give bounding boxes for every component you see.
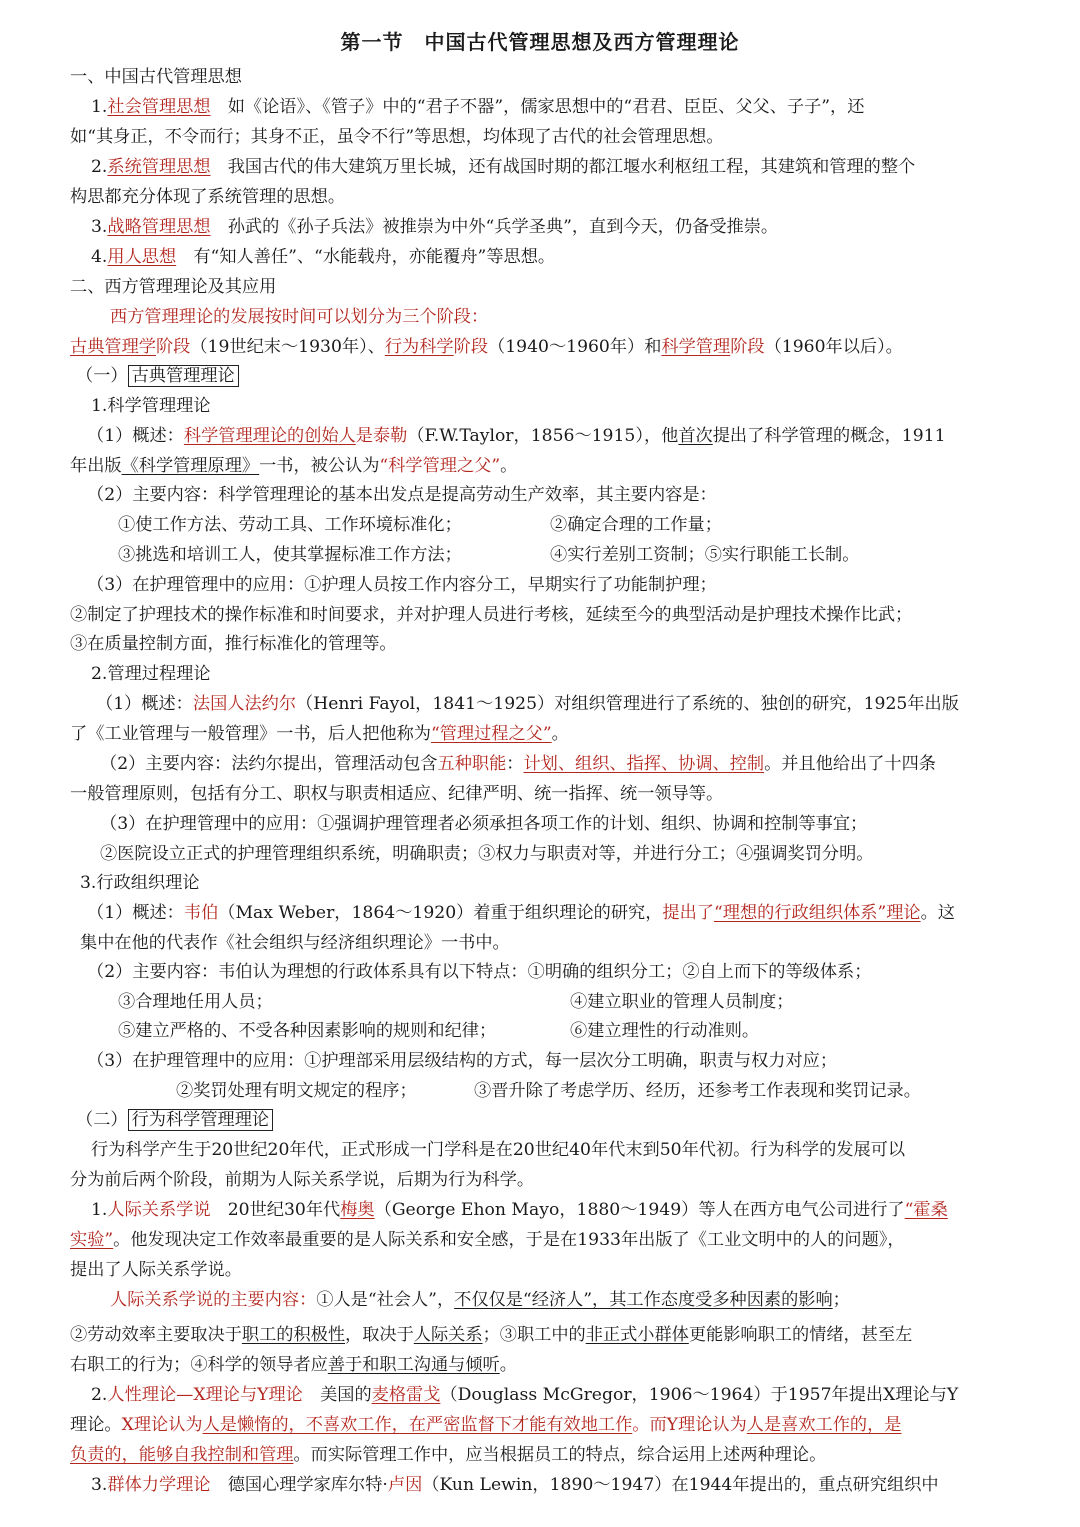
paragraph-line <box>87 899 955 927</box>
paragraph-line <box>91 93 864 121</box>
key-term: 梅奥 <box>340 1200 375 1220</box>
paragraph-line: 集中在他的代表作《社会组织与经济组织理论》一书中。 <box>80 933 510 953</box>
stages-line <box>70 333 903 361</box>
stage-term: 古典管理学 <box>70 337 156 357</box>
paragraph-line: 一般管理原则，包括有分工、职权与职责相适应、纪律严明、统一指挥、统一领导等。 <box>70 784 724 804</box>
theory-heading: 3.行政组织理论 <box>80 873 200 893</box>
key-term: “科学管理之父” <box>379 456 501 476</box>
text: 更能影响职工的情绪，甚至左 <box>688 1325 913 1345</box>
text: 。而实际管理工作中，应当根据员工的特点，综合运用上述两种理论。 <box>293 1445 827 1465</box>
stage-time: （19世纪末～1930年）、 <box>190 337 385 357</box>
text: ②劳动效率主要取决于 <box>70 1325 242 1345</box>
paragraph-line <box>70 720 569 748</box>
list-item: ①使工作方法、劳动工具、工作环境标准化； <box>118 515 462 535</box>
paragraph-line: ③在质量控制方面，推行标准化的管理等。 <box>70 634 397 654</box>
text: 右职工的行为；④科学的领导者应 <box>70 1355 328 1375</box>
text: （1）概述： <box>96 694 193 714</box>
item-number: 3. <box>91 1475 108 1495</box>
paragraph-line <box>70 1321 912 1349</box>
book-title: 《科学管理原理》 <box>121 456 260 476</box>
theory-heading: 2.管理过程理论 <box>91 664 211 684</box>
text: （George Ehon Mayo，1880～1949）等人在西方电气公司进行了 <box>374 1200 905 1220</box>
body-text: 有“知人善任”、“水能载舟，亦能覆舟”等思想。 <box>176 247 556 267</box>
body-text: 孙武的《孙子兵法》被推崇为中外“兵学圣典”，直到今天，仍备受推崇。 <box>210 217 779 237</box>
stages-intro: 西方管理理论的发展按时间可以划分为三个阶段： <box>110 307 489 327</box>
text: 。 <box>500 456 518 476</box>
list-item: ⑥建立理性的行动准则。 <box>570 1021 760 1041</box>
paragraph-line: （2）主要内容：科学管理理论的基本出发点是提高劳动生产效率，其主要内容是： <box>87 485 717 505</box>
part-heading <box>76 1106 273 1134</box>
text: （Max Weber，1864～1920）着重于组织理论的研究， <box>218 903 663 923</box>
paragraph-line <box>91 1471 939 1499</box>
text: （Henri Fayol，1841～1925）对组织管理进行了系统的、独创的研究，1925年出版 <box>296 694 959 714</box>
underlined-text: 首次 <box>678 426 713 446</box>
paragraph-line <box>70 1441 826 1469</box>
key-term: 实验” <box>70 1230 114 1250</box>
key-term: 计划、组织、指挥、协调、控制 <box>523 754 765 774</box>
underlined-text: 善于和职工沟通与倾听 <box>327 1355 500 1375</box>
text: ；③职工中的 <box>482 1325 586 1345</box>
paragraph-line <box>110 1286 850 1314</box>
paragraph-line <box>96 690 959 718</box>
paragraph-line: 行为科学产生于20世纪20年代，正式形成一门学科是在20世纪40年代末到50年代初。行为科学的发展可以 <box>91 1140 906 1160</box>
key-term: 人际关系学说的主要内容： <box>110 1290 317 1310</box>
text: 美国的 <box>302 1385 372 1405</box>
paragraph-line <box>70 452 517 480</box>
text: 年出版 <box>70 456 122 476</box>
body-text: 如《论语》、《管子》中的“君子不器”，儒家思想中的“君君、臣臣、父父、子子”，还 <box>210 97 865 117</box>
underlined-text: 非正式小群体 <box>585 1325 689 1345</box>
paragraph-line <box>91 243 555 271</box>
paragraph-line: ②医院设立正式的护理管理组织系统，明确职责；③权力与职责对等，并进行分工；④强调奖罚分明。 <box>100 844 874 864</box>
text: ； <box>832 1290 850 1310</box>
key-term: “管理过程之父” <box>430 724 552 744</box>
list-item: ④建立职业的管理人员制度； <box>570 992 794 1012</box>
text: （1）概述： <box>87 903 184 923</box>
key-term: “理想的行政组织体系”理论 <box>713 903 921 923</box>
list-item: ②确定合理的工作量； <box>550 515 722 535</box>
paragraph-line: 分为前后两个阶段，前期为人际关系学说，后期为行为科学。 <box>70 1170 535 1190</box>
text: 提出了科学管理的概念，1911 <box>712 426 946 446</box>
text: ①人是“社会人”， <box>316 1290 455 1310</box>
paragraph-line: 如“其身正，不令而行；其身不正，虽令不行”等思想，均体现了古代的社会管理思想。 <box>70 127 724 147</box>
text: （1）概述： <box>87 426 184 446</box>
item-number: 2. <box>91 157 108 177</box>
key-term: 科学管理理论的创始人 <box>183 426 356 446</box>
key-term: 韦伯 <box>183 903 219 923</box>
section-heading: 二、西方管理理论及其应用 <box>70 277 277 297</box>
paragraph-line <box>91 153 915 181</box>
text: （Douglass McGregor，1906～1964）于1957年提出X理论与Y <box>440 1385 959 1405</box>
key-term: 战略管理思想 <box>107 217 211 237</box>
part-heading <box>76 362 239 390</box>
item-number: 4. <box>91 247 108 267</box>
key-term: 人是喜欢工作的，是 <box>746 1415 902 1435</box>
body-text: 我国古代的伟大建筑万里长城，还有战国时期的都江堰水利枢纽工程，其建筑和管理的整个 <box>210 157 916 177</box>
part-title-box: 行为科学管理理论 <box>128 1109 274 1131</box>
paragraph-line: 提出了人际关系学说。 <box>70 1260 242 1280</box>
paragraph-line: （2）主要内容：韦伯认为理想的行政体系具有以下特点：①明确的组织分工；②自上而下的等级体系； <box>87 962 872 982</box>
item-number: 3. <box>91 217 108 237</box>
key-term: 社会管理思想 <box>107 97 211 117</box>
text: 一书，被公认为 <box>259 456 380 476</box>
key-term: 提出了 <box>662 903 714 923</box>
underlined-text: 职工的积极性 <box>241 1325 346 1345</box>
paragraph-line <box>91 213 778 241</box>
item-number: 2. <box>91 1385 108 1405</box>
paragraph-line: （3）在护理管理中的应用：①护理人员按工作内容分工，早期实行了功能制护理； <box>87 575 717 595</box>
text: 理论。 <box>70 1415 122 1435</box>
page-title: 第一节 中国古代管理思想及西方管理理论 <box>340 30 740 54</box>
part-label: （一） <box>76 366 128 386</box>
key-term: X理论认为 <box>121 1415 203 1435</box>
text: （Kun Lewin，1890～1947）在1944年提出的，重点研究组织中 <box>422 1475 939 1495</box>
paragraph-line <box>91 1196 948 1224</box>
stage-suffix: 阶段 <box>453 337 489 357</box>
paragraph-line: （3）在护理管理中的应用：①护理部采用层级结构的方式，每一层次分工明确，职责与权力对应； <box>87 1051 838 1071</box>
paragraph-line <box>70 1411 901 1439</box>
text: 。这 <box>920 903 955 923</box>
text: ，取决于 <box>345 1325 414 1345</box>
text: 。 <box>551 724 569 744</box>
key-term: “霍桑 <box>904 1200 948 1220</box>
theory-heading: 1.科学管理理论 <box>91 396 211 416</box>
key-term: 卢因 <box>387 1475 423 1495</box>
text: 。 <box>499 1355 517 1375</box>
text: ： <box>506 754 524 774</box>
stage-time: （1960年以后）。 <box>764 337 903 357</box>
item-number: 1. <box>91 97 108 117</box>
text: 20世纪30年代 <box>210 1200 341 1220</box>
text: 德国心理学家库尔特· <box>210 1475 388 1495</box>
key-term: 五种职能 <box>437 754 507 774</box>
key-term: 人是懒惰的，不喜欢工作，在严密监督下才能有效地工作 <box>202 1415 633 1435</box>
item-number: 1. <box>91 1200 108 1220</box>
text: 。并且他给出了十四条 <box>764 754 936 774</box>
part-title-box: 古典管理理论 <box>128 365 239 387</box>
list-item: ③合理地任用人员； <box>118 992 273 1012</box>
paragraph-line <box>70 1351 517 1379</box>
key-term: 人性理论—X理论与Y理论 <box>107 1385 303 1405</box>
key-term: 系统管理思想 <box>107 157 211 177</box>
key-term: 负责的，能够自我控制和管理 <box>70 1445 294 1465</box>
text: （F.W.Taylor，1856～1915），他 <box>407 426 679 446</box>
stage-suffix: 阶段 <box>730 337 765 357</box>
stage-suffix: 阶段 <box>155 337 191 357</box>
key-term: 人际关系学说 <box>107 1200 211 1220</box>
paragraph-line <box>91 1381 958 1409</box>
text: 了《工业管理与一般管理》一书，后人把他称为 <box>70 724 431 744</box>
key-term: 用人思想 <box>107 247 177 267</box>
underlined-text: 人际关系 <box>413 1325 483 1345</box>
paragraph-line: 构思都充分体现了系统管理的思想。 <box>70 187 346 207</box>
paragraph-line: ②制定了护理技术的操作标准和时间要求，并对护理人员进行考核，延续至今的典型活动是护理技术操作比武； <box>70 605 913 625</box>
list-item: ④实行差别工资制；⑤实行职能工长制。 <box>550 545 860 565</box>
part-label: （二） <box>76 1110 128 1130</box>
list-item: ③晋升除了考虑学历、经历，还参考工作表现和奖罚记录。 <box>474 1081 921 1101</box>
list-item: ③挑选和培训工人，使其掌握标准工作方法； <box>118 545 462 565</box>
text: （2）主要内容：法约尔提出，管理活动包含 <box>100 754 438 774</box>
key-term: 。而Y理论认为 <box>632 1415 747 1435</box>
underlined-text: 不仅仅是“经济人”，其工作态度受多种因素的影响 <box>454 1290 833 1310</box>
key-term: 是泰勒 <box>355 426 408 446</box>
stage-term: 科学管理 <box>661 337 731 357</box>
section-heading: 一、中国古代管理思想 <box>70 67 242 87</box>
stage-time: （1940～1960年）和 <box>488 337 662 357</box>
paragraph-line <box>100 750 936 778</box>
paragraph-line <box>87 422 946 450</box>
key-term: 麦格雷戈 <box>371 1385 441 1405</box>
stage-term: 行为科学 <box>384 337 454 357</box>
text: 。他发现决定工作效率最重要的是人际关系和安全感，于是在1933年出版了《工业文明中的人的问题》， <box>113 1230 905 1250</box>
key-term: 法国人法约尔 <box>192 694 297 714</box>
paragraph-line <box>70 1226 905 1254</box>
key-term: 群体力学理论 <box>107 1475 211 1495</box>
list-item: ⑤建立严格的、不受各种因素影响的规则和纪律； <box>118 1021 497 1041</box>
list-item: ②奖罚处理有明文规定的程序； <box>176 1081 417 1101</box>
paragraph-line: （3）在护理管理中的应用：①强调护理管理者必须承担各项工作的计划、组织、协调和控制等事宜； <box>100 814 868 834</box>
